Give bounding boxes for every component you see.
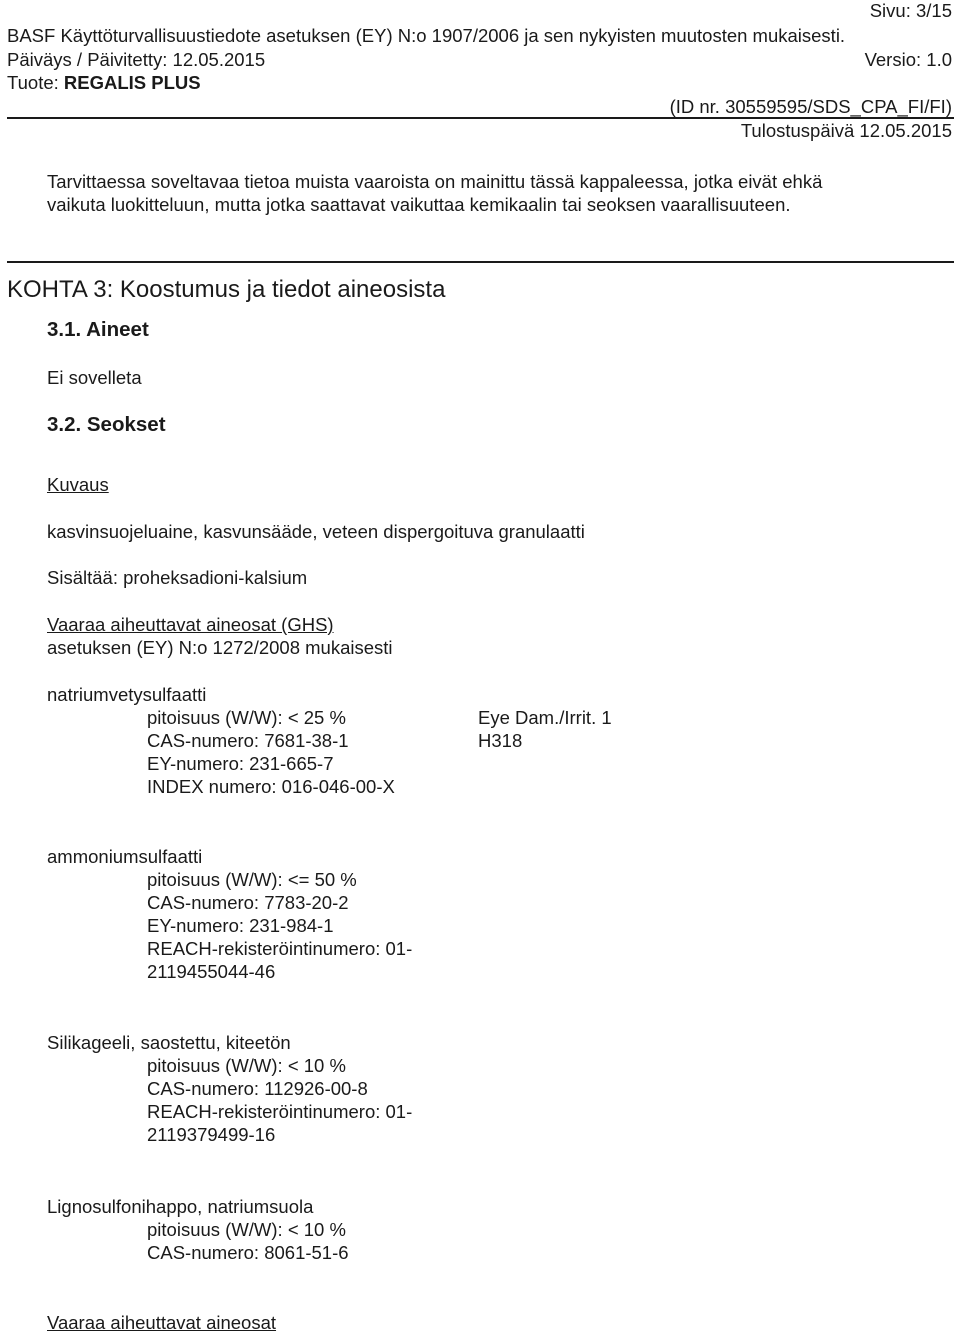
product-label: Tuote: [7, 72, 59, 93]
substance-detail: EY-numero: 231-984-1 [147, 915, 334, 936]
substance-detail: CAS-numero: 7783-20-2 [147, 892, 349, 913]
substance-detail: EY-numero: 231-665-7 [147, 753, 334, 774]
intro-line-2: vaikuta luokitteluun, mutta jotka saattavat vaikuttaa kemikaalin tai seoksen vaarallisuuteen. [47, 194, 791, 215]
page-number: Sivu: 3/15 [869, 0, 952, 21]
substance-detail: pitoisuus (W/W): < 10 % [147, 1055, 346, 1076]
print-date: Tulostuspäivä 12.05.2015 [740, 120, 952, 141]
description-text: kasvinsuojeluaine, kasvunsääde, veteen dispergoituva granulaatti [47, 521, 585, 542]
substances-text: Ei sovelleta [47, 367, 142, 388]
substance-name: natriumvetysulfaatti [47, 684, 207, 705]
substance-detail: pitoisuus (W/W): < 25 % [147, 707, 346, 728]
header-divider [7, 117, 954, 119]
substance-detail: pitoisuus (W/W): < 10 % [147, 1219, 346, 1240]
substance-detail: 2119455044-46 [147, 961, 276, 982]
hazardous-components-footer-label: Vaaraa aiheuttavat aineosat [47, 1312, 277, 1333]
substance-detail: CAS-numero: 7681-38-1 [147, 730, 349, 751]
product-name: REGALIS PLUS [63, 72, 201, 93]
substance-detail: REACH-rekisteröintinumero: 01- [147, 1101, 413, 1122]
substance-name: Silikageeli, saostettu, kiteetön [47, 1032, 291, 1053]
contains-text: Sisältää: proheksadioni-kalsium [47, 567, 308, 588]
substance-detail: CAS-numero: 112926-00-8 [147, 1078, 368, 1099]
substance-detail: REACH-rekisteröintinumero: 01- [147, 938, 413, 959]
hazard-class: Eye Dam./Irrit. 1 [478, 707, 612, 728]
substance-detail: INDEX numero: 016-046-00-X [147, 776, 395, 797]
description-label: Kuvaus [47, 474, 109, 495]
substance-detail: 2119379499-16 [147, 1124, 276, 1145]
hazardous-components-label: Vaaraa aiheuttavat aineosat (GHS) [47, 614, 334, 635]
version: Versio: 1.0 [864, 49, 952, 70]
section-divider [7, 261, 954, 263]
subsection-mixtures-title: 3.2. Seokset [47, 413, 166, 436]
intro-line-1: Tarvittaessa soveltavaa tietoa muista vaaroista on mainittu tässä kappaleessa, jotka eivät ehkä [47, 171, 823, 192]
substance-detail: pitoisuus (W/W): <= 50 % [147, 869, 357, 890]
revision-date: Päiväys / Päivitetty: 12.05.2015 [7, 49, 266, 70]
section-title: KOHTA 3: Koostumus ja tiedot aineosista [7, 276, 446, 303]
substance-name: Lignosulfonihappo, natriumsuola [47, 1196, 314, 1217]
subsection-substances-title: 3.1. Aineet [47, 318, 149, 341]
substance-name: ammoniumsulfaatti [47, 846, 203, 867]
document-title: BASF Käyttöturvallisuustiedote asetuksen (EY) N:o 1907/2006 ja sen nykyisten muutosten mukaisesti. [7, 25, 846, 46]
product [7, 72, 201, 94]
substance-detail: CAS-numero: 8061-51-6 [147, 1242, 349, 1263]
hazard-statement: H318 [478, 730, 523, 751]
document-id: (ID nr. 30559595/SDS_CPA_FI/FI) [669, 96, 952, 117]
regulation-text: asetuksen (EY) N:o 1272/2008 mukaisesti [47, 637, 393, 658]
